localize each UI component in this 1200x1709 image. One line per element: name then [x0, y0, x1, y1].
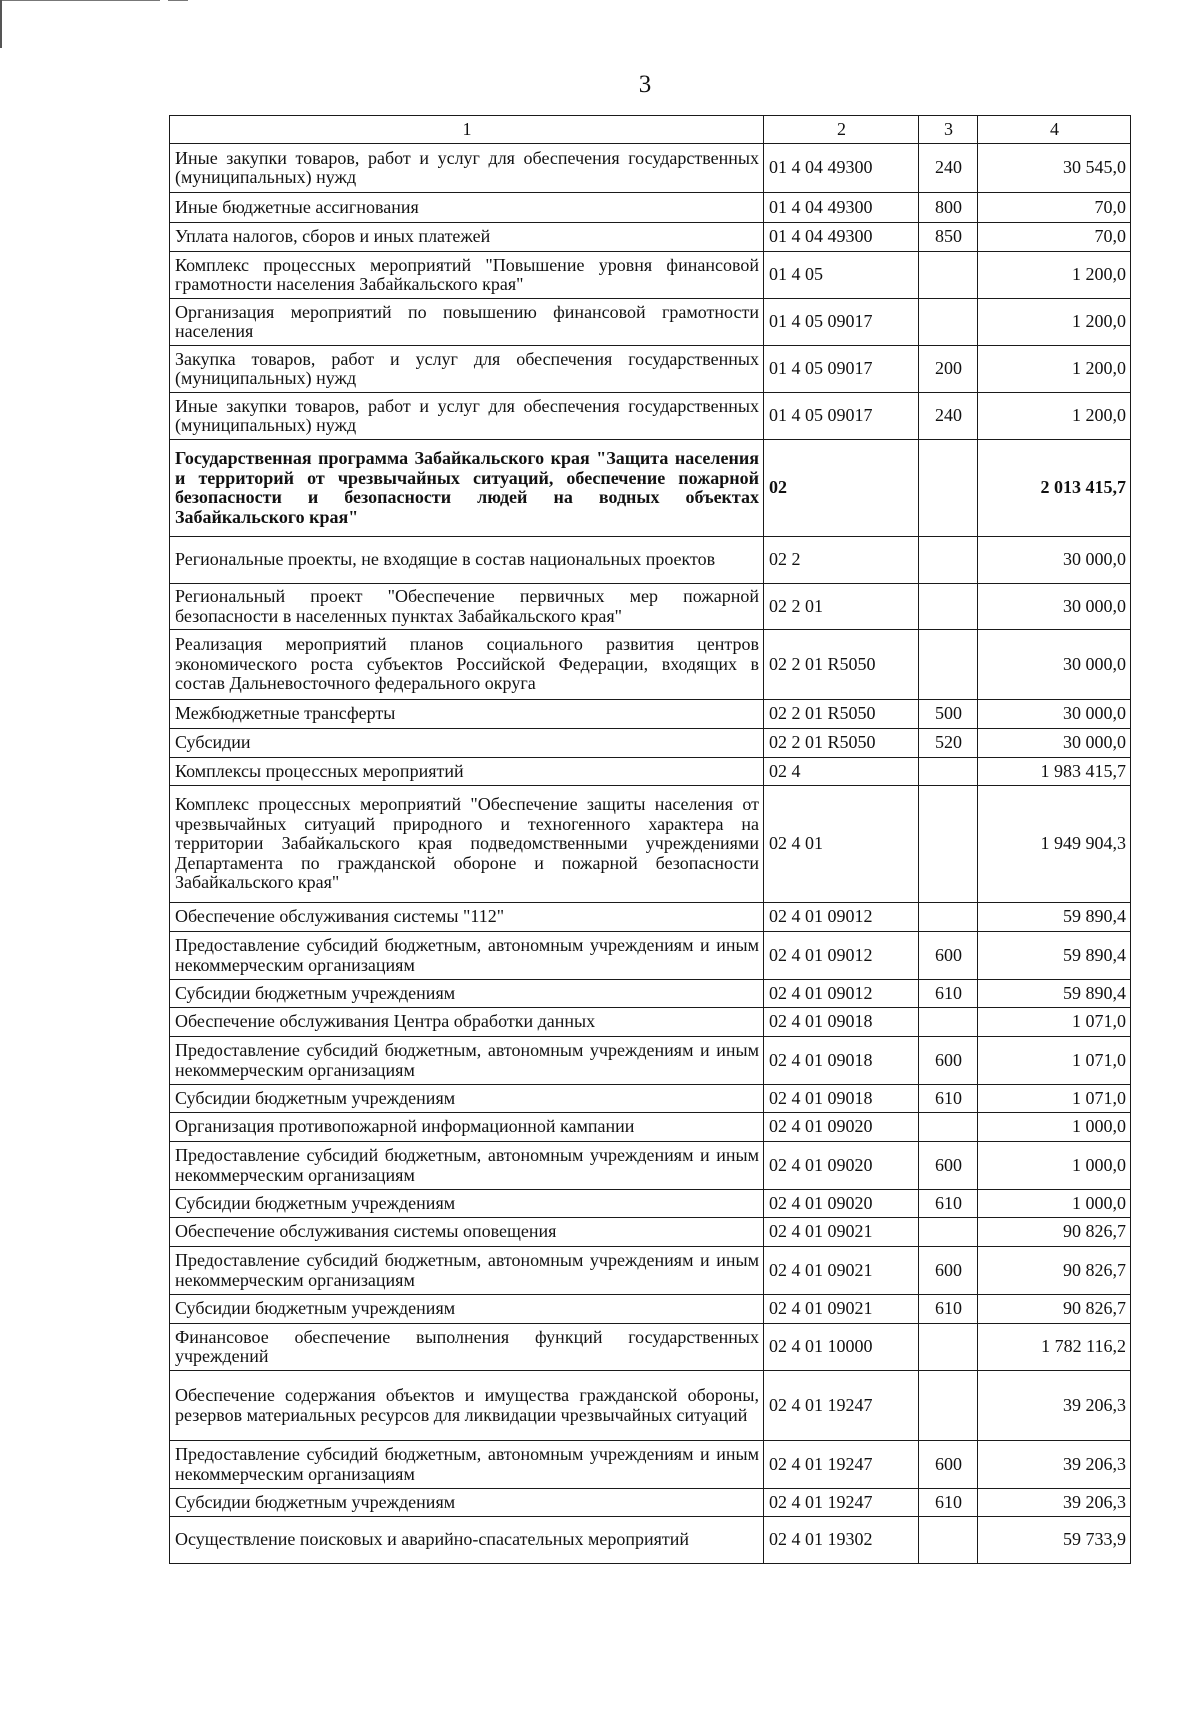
table-row [170, 1247, 1131, 1295]
table-row [170, 1324, 1131, 1371]
cell-type [919, 1371, 978, 1441]
cell-amount: 2 013 415,7 [978, 440, 1131, 537]
cell-type: 240 [919, 144, 978, 193]
cell-amount: 90 826,7 [978, 1218, 1131, 1247]
cell-code: 02 4 01 19302 [764, 1517, 919, 1564]
cell-name: Иные закупки товаров, работ и услуг для обеспечения государственных (муниципальных) нужд [170, 144, 764, 193]
cell-type: 610 [919, 1295, 978, 1324]
table-row [170, 346, 1131, 393]
cell-type [919, 903, 978, 932]
cell-amount: 90 826,7 [978, 1247, 1131, 1295]
table-row [170, 299, 1131, 346]
table-row [170, 729, 1131, 758]
cell-code: 02 4 01 09018 [764, 1085, 919, 1113]
cell-type [919, 1324, 978, 1371]
cell-code: 01 4 05 09017 [764, 299, 919, 346]
table-row [170, 144, 1131, 193]
cell-amount: 1 200,0 [978, 299, 1131, 346]
cell-type [919, 786, 978, 903]
cell-name: Обеспечение обслуживания системы "112" [170, 903, 764, 932]
cell-name: Субсидии бюджетным учреждениям [170, 1085, 764, 1113]
cell-type: 600 [919, 1247, 978, 1295]
cell-code: 02 2 01 [764, 584, 919, 630]
cell-name: Уплата налогов, сборов и иных платежей [170, 223, 764, 252]
cell-amount: 30 000,0 [978, 584, 1131, 630]
cell-code: 01 4 05 [764, 252, 919, 299]
cell-name: Организация противопожарной информационной кампании [170, 1113, 764, 1142]
table-row [170, 1489, 1131, 1517]
table-row [170, 1113, 1131, 1142]
cell-type: 520 [919, 729, 978, 758]
cell-code: 02 4 01 09020 [764, 1142, 919, 1190]
cell-type: 500 [919, 700, 978, 729]
table-row [170, 758, 1131, 786]
cell-type: 600 [919, 1441, 978, 1489]
cell-name: Обеспечение содержания объектов и имущества гражданской обороны, резервов материальных ресурсов для ликвидации чрезвычайных ситуаций [170, 1371, 764, 1441]
cell-name: Финансовое обеспечение выполнения функций государственных учреждений [170, 1324, 764, 1371]
table-row [170, 1295, 1131, 1324]
cell-amount: 1 949 904,3 [978, 786, 1131, 903]
cell-type: 850 [919, 223, 978, 252]
cell-name: Предоставление субсидий бюджетным, автономным учреждениям и иным некоммерческим организациям [170, 1247, 764, 1295]
cell-type: 200 [919, 346, 978, 393]
cell-code: 02 4 01 09021 [764, 1247, 919, 1295]
cell-amount: 59 890,4 [978, 932, 1131, 980]
cell-name: Обеспечение обслуживания системы оповещения [170, 1218, 764, 1247]
cell-name: Иные бюджетные ассигнования [170, 193, 764, 223]
cell-type: 610 [919, 980, 978, 1008]
cell-amount: 1 983 415,7 [978, 758, 1131, 786]
cell-type: 240 [919, 393, 978, 440]
cell-code: 02 4 01 19247 [764, 1441, 919, 1489]
cell-name: Предоставление субсидий бюджетным, автономным учреждениям и иным некоммерческим организациям [170, 1037, 764, 1085]
cell-name: Обеспечение обслуживания Центра обработки данных [170, 1008, 764, 1037]
header-cell-name: 1 [170, 116, 764, 144]
header-cell-type: 3 [919, 116, 978, 144]
table-row [170, 630, 1131, 700]
cell-name: Субсидии бюджетным учреждениям [170, 980, 764, 1008]
table-row [170, 1008, 1131, 1037]
cell-type [919, 1517, 978, 1564]
cell-type [919, 537, 978, 584]
cell-code: 02 4 01 09012 [764, 903, 919, 932]
cell-name: Предоставление субсидий бюджетным, автономным учреждениям и иным некоммерческим организациям [170, 1441, 764, 1489]
table-row [170, 1371, 1131, 1441]
cell-type: 610 [919, 1085, 978, 1113]
cell-type [919, 299, 978, 346]
cell-amount: 70,0 [978, 193, 1131, 223]
cell-code: 02 4 01 09021 [764, 1218, 919, 1247]
table-row [170, 537, 1131, 584]
budget-table [169, 115, 1131, 1564]
cell-type: 610 [919, 1190, 978, 1218]
cell-type: 600 [919, 932, 978, 980]
cell-name: Реализация мероприятий планов социального развития центров экономического роста субъектов Российской Федерации, входящих в состав Дальневосточного федерального округа [170, 630, 764, 700]
cell-code: 02 4 [764, 758, 919, 786]
cell-amount: 1 000,0 [978, 1113, 1131, 1142]
cell-code: 02 4 01 09020 [764, 1190, 919, 1218]
cell-name: Государственная программа Забайкальского края "Защита населения и территорий от чрезвычайных ситуаций, обеспечение пожарной безопасности и безопасности людей на водных объектах Забайкальского края" [170, 440, 764, 537]
cell-code: 01 4 04 49300 [764, 193, 919, 223]
table-row [170, 1085, 1131, 1113]
cell-amount: 59 733,9 [978, 1517, 1131, 1564]
cell-name: Региональные проекты, не входящие в состав национальных проектов [170, 537, 764, 584]
cell-code: 02 4 01 10000 [764, 1324, 919, 1371]
cell-amount: 39 206,3 [978, 1441, 1131, 1489]
table-row [170, 252, 1131, 299]
scan-edge-line [168, 0, 188, 1]
cell-type [919, 1008, 978, 1037]
cell-code: 01 4 04 49300 [764, 223, 919, 252]
cell-code: 02 4 01 [764, 786, 919, 903]
cell-name: Субсидии бюджетным учреждениям [170, 1190, 764, 1218]
table-row [170, 1037, 1131, 1085]
table-row [170, 786, 1131, 903]
table-row [170, 223, 1131, 252]
cell-name: Комплекс процессных мероприятий "Обеспечение защиты населения от чрезвычайных ситуаций природного и техногенного характера на территории Забайкальского края подведомственными учреждениями Департамента по гражданской обороне и пожарной безопасности Забайкальского края" [170, 786, 764, 903]
cell-type: 610 [919, 1489, 978, 1517]
header-cell-code: 2 [764, 116, 919, 144]
cell-code: 02 4 01 09018 [764, 1037, 919, 1085]
cell-code: 02 4 01 09012 [764, 932, 919, 980]
cell-type [919, 1218, 978, 1247]
cell-type [919, 584, 978, 630]
cell-name: Комплексы процессных мероприятий [170, 758, 764, 786]
cell-name: Предоставление субсидий бюджетным, автономным учреждениям и иным некоммерческим организациям [170, 932, 764, 980]
cell-code: 02 2 01 R5050 [764, 630, 919, 700]
cell-amount: 1 200,0 [978, 393, 1131, 440]
page-number: 3 [638, 71, 652, 98]
cell-code: 02 4 01 09021 [764, 1295, 919, 1324]
table-row [170, 393, 1131, 440]
cell-amount: 39 206,3 [978, 1489, 1131, 1517]
table-row [170, 1441, 1131, 1489]
scan-edge-line [0, 0, 160, 1]
cell-amount: 1 782 116,2 [978, 1324, 1131, 1371]
cell-code: 02 4 01 09020 [764, 1113, 919, 1142]
cell-name: Субсидии бюджетным учреждениям [170, 1489, 764, 1517]
cell-code: 02 4 01 09018 [764, 1008, 919, 1037]
table-header-row [170, 116, 1131, 144]
cell-type [919, 630, 978, 700]
cell-name: Межбюджетные трансферты [170, 700, 764, 729]
cell-code: 02 2 01 R5050 [764, 729, 919, 758]
cell-name: Предоставление субсидий бюджетным, автономным учреждениям и иным некоммерческим организациям [170, 1142, 764, 1190]
cell-type [919, 758, 978, 786]
table-row [170, 1190, 1131, 1218]
table-row [170, 980, 1131, 1008]
cell-amount: 90 826,7 [978, 1295, 1131, 1324]
table-row [170, 1218, 1131, 1247]
cell-amount: 30 000,0 [978, 700, 1131, 729]
cell-code: 02 2 [764, 537, 919, 584]
cell-amount: 30 545,0 [978, 144, 1131, 193]
cell-type: 600 [919, 1037, 978, 1085]
cell-amount: 30 000,0 [978, 630, 1131, 700]
cell-amount: 1 200,0 [978, 346, 1131, 393]
cell-code: 02 2 01 R5050 [764, 700, 919, 729]
cell-name: Региональный проект "Обеспечение первичных мер пожарной безопасности в населенных пунктах Забайкальского края" [170, 584, 764, 630]
cell-code: 01 4 05 09017 [764, 393, 919, 440]
cell-amount: 30 000,0 [978, 537, 1131, 584]
table-row [170, 932, 1131, 980]
cell-amount: 1 071,0 [978, 1085, 1131, 1113]
cell-amount: 1 071,0 [978, 1008, 1131, 1037]
table-row [170, 584, 1131, 630]
cell-amount: 59 890,4 [978, 903, 1131, 932]
cell-name: Закупка товаров, работ и услуг для обеспечения государственных (муниципальных) нужд [170, 346, 764, 393]
cell-code: 02 [764, 440, 919, 537]
cell-type [919, 252, 978, 299]
cell-type [919, 440, 978, 537]
cell-amount: 59 890,4 [978, 980, 1131, 1008]
table-row [170, 193, 1131, 223]
cell-name: Субсидии [170, 729, 764, 758]
cell-code: 02 4 01 19247 [764, 1371, 919, 1441]
cell-amount: 1 000,0 [978, 1142, 1131, 1190]
cell-code: 02 4 01 09012 [764, 980, 919, 1008]
cell-code: 01 4 04 49300 [764, 144, 919, 193]
cell-amount: 39 206,3 [978, 1371, 1131, 1441]
cell-code: 02 4 01 19247 [764, 1489, 919, 1517]
table-row [170, 1517, 1131, 1564]
cell-amount: 1 200,0 [978, 252, 1131, 299]
scan-edge-line [0, 0, 2, 48]
cell-type [919, 1113, 978, 1142]
table-row [170, 440, 1131, 537]
cell-name: Субсидии бюджетным учреждениям [170, 1295, 764, 1324]
cell-name: Иные закупки товаров, работ и услуг для обеспечения государственных (муниципальных) нужд [170, 393, 764, 440]
cell-code: 01 4 05 09017 [764, 346, 919, 393]
cell-amount: 70,0 [978, 223, 1131, 252]
cell-type: 800 [919, 193, 978, 223]
cell-name: Организация мероприятий по повышению финансовой грамотности населения [170, 299, 764, 346]
table-row [170, 700, 1131, 729]
table-row [170, 903, 1131, 932]
header-cell-amount: 4 [978, 116, 1131, 144]
cell-amount: 1 071,0 [978, 1037, 1131, 1085]
cell-name: Осуществление поисковых и аварийно-спасательных мероприятий [170, 1517, 764, 1564]
cell-name: Комплекс процессных мероприятий "Повышение уровня финансовой грамотности населения Забайкальского края" [170, 252, 764, 299]
cell-amount: 30 000,0 [978, 729, 1131, 758]
cell-amount: 1 000,0 [978, 1190, 1131, 1218]
cell-type: 600 [919, 1142, 978, 1190]
table-row [170, 1142, 1131, 1190]
